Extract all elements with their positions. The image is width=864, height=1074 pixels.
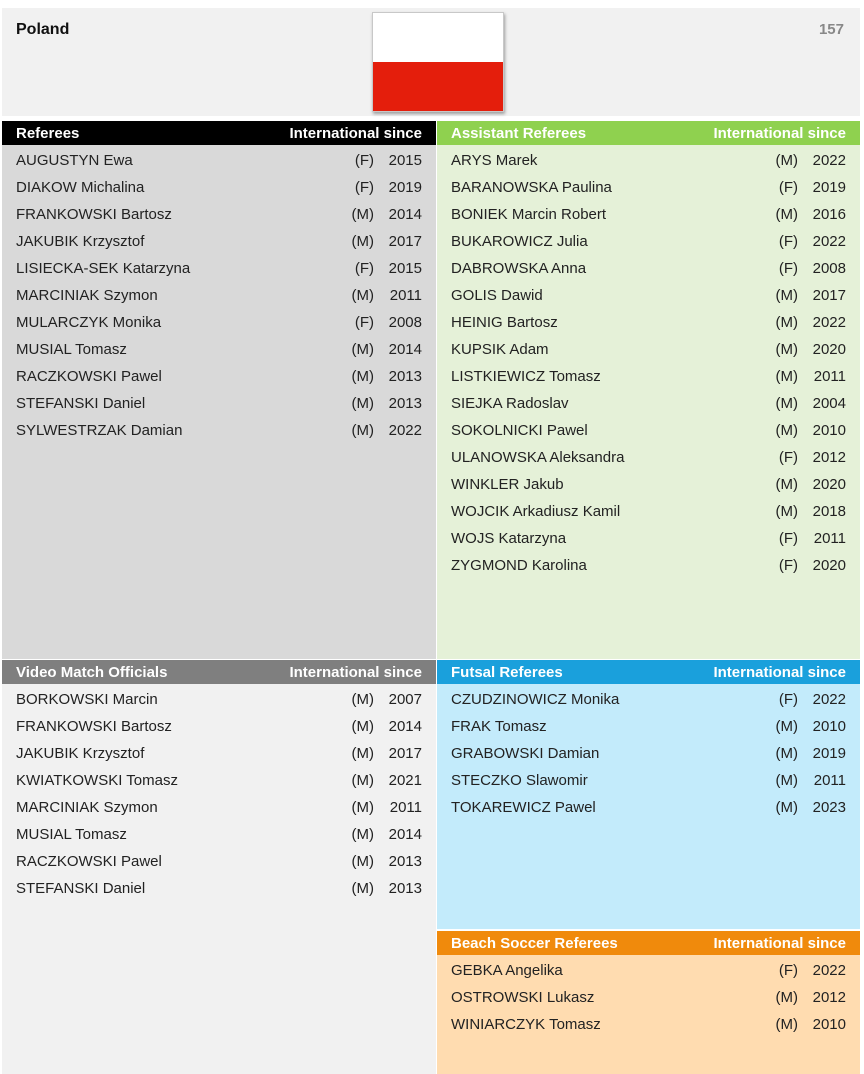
official-gender: (M) (775, 1016, 798, 1033)
panel-title: Video Match Officials (16, 663, 168, 681)
official-gender: (F) (778, 691, 798, 708)
international-since-year: 2004 (812, 395, 846, 412)
assistant-referees-panel (437, 121, 860, 659)
international-since-year: 2020 (812, 557, 846, 574)
international-since-year: 2011 (389, 287, 422, 304)
beach-soccer-referees-header (437, 931, 860, 955)
international-since-year: 2011 (813, 530, 846, 547)
official-name: BARANOWSKA Paulina (451, 179, 612, 196)
official-gender: (M) (775, 799, 798, 816)
official-gender: (M) (351, 395, 374, 412)
table-row (2, 336, 436, 363)
table-row (437, 147, 860, 174)
international-since-year: 2013 (388, 880, 422, 897)
official-name: SOKOLNICKI Pawel (451, 422, 588, 439)
international-since-year: 2018 (812, 503, 846, 520)
official-name: FRAK Tomasz (451, 718, 547, 735)
official-name: WOJCIK Arkadiusz Kamil (451, 503, 621, 520)
official-gender: (F) (778, 557, 798, 574)
international-since-year: 2012 (812, 989, 846, 1006)
video-match-officials-panel (2, 660, 436, 1074)
table-row (2, 309, 436, 336)
table-row (437, 390, 860, 417)
country-title: Poland (16, 21, 70, 38)
international-since-year: 2013 (388, 368, 422, 385)
official-name: FRANKOWSKI Bartosz (16, 718, 172, 735)
international-since-year: 2014 (388, 341, 422, 358)
table-row (437, 1011, 860, 1038)
international-since-year: 2014 (388, 826, 422, 843)
official-gender: (M) (351, 745, 374, 762)
table-row (2, 147, 436, 174)
international-since-year: 2010 (812, 1016, 846, 1033)
official-gender: (M) (351, 718, 374, 735)
official-gender: (F) (778, 449, 798, 466)
official-name: ULANOWSKA Aleksandra (451, 449, 625, 466)
official-name: BORKOWSKI Marcin (16, 691, 158, 708)
official-gender: (F) (778, 233, 798, 250)
table-row (2, 228, 436, 255)
official-name: STEFANSKI Daniel (16, 395, 146, 412)
official-name: LISTKIEWICZ Tomasz (451, 368, 601, 385)
official-name: KWIATKOWSKI Tomasz (16, 772, 178, 789)
international-since-year: 2022 (812, 314, 846, 331)
panel-title: Assistant Referees (451, 124, 587, 142)
table-row (2, 794, 436, 821)
official-gender: (F) (778, 179, 798, 196)
panel-title: Referees (16, 124, 80, 142)
international-since-year: 2017 (812, 287, 846, 304)
table-row (437, 309, 860, 336)
table-row (437, 713, 860, 740)
official-name: JAKUBIK Krzysztof (16, 233, 145, 250)
official-name: WINKLER Jakub (451, 476, 564, 493)
assistant-referees-header (437, 121, 860, 145)
page-header (2, 8, 860, 116)
international-since-year: 2022 (812, 233, 846, 250)
official-gender: (M) (775, 772, 798, 789)
futsal-referees-panel (437, 660, 860, 929)
international-since-year: 2013 (388, 395, 422, 412)
international-since-year: 2019 (812, 179, 846, 196)
official-name: MULARCZYK Monika (16, 314, 162, 331)
official-name: ZYGMOND Karolina (451, 557, 587, 574)
international-since-year: 2022 (812, 691, 846, 708)
official-gender: (F) (778, 260, 798, 277)
international-since-year: 2015 (388, 260, 422, 277)
official-name: JAKUBIK Krzysztof (16, 745, 145, 762)
official-gender: (M) (351, 233, 374, 250)
official-gender: (M) (775, 718, 798, 735)
international-since-year: 2007 (388, 691, 422, 708)
official-gender: (M) (775, 314, 798, 331)
international-since-year: 2023 (812, 799, 846, 816)
international-since-year: 2008 (388, 314, 422, 331)
international-since-year: 2019 (388, 179, 422, 196)
panel-title: Futsal Referees (451, 663, 563, 681)
official-name: BONIEK Marcin Robert (451, 206, 607, 223)
table-row (2, 255, 436, 282)
international-since-year: 2011 (813, 772, 846, 789)
official-name: STEFANSKI Daniel (16, 880, 146, 897)
official-name: OSTROWSKI Lukasz (451, 989, 595, 1006)
international-since-year: 2017 (388, 745, 422, 762)
official-gender: (M) (775, 422, 798, 439)
flag-red-stripe (373, 62, 503, 111)
panel-title: Beach Soccer Referees (451, 934, 618, 952)
official-name: HEINIG Bartosz (451, 314, 558, 331)
international-since-year: 2014 (388, 718, 422, 735)
official-name: WINIARCZYK Tomasz (451, 1016, 601, 1033)
official-gender: (M) (351, 826, 374, 843)
video-match-officials-list (2, 684, 436, 902)
table-row (437, 957, 860, 984)
international-since-year: 2015 (388, 152, 422, 169)
international-since-year: 2011 (389, 799, 422, 816)
column-header-international-since: International since (713, 663, 846, 681)
flag-white-stripe (373, 13, 503, 62)
official-name: RACZKOWSKI Pawel (16, 853, 162, 870)
table-row (437, 228, 860, 255)
official-name: MUSIAL Tomasz (16, 826, 127, 843)
table-row (437, 498, 860, 525)
international-since-year: 2020 (812, 341, 846, 358)
international-since-year: 2020 (812, 476, 846, 493)
beach-soccer-referees-list (437, 955, 860, 1038)
table-row (437, 740, 860, 767)
international-since-year: 2021 (388, 772, 422, 789)
official-name: GRABOWSKI Damian (451, 745, 600, 762)
table-row (437, 686, 860, 713)
official-gender: (F) (354, 314, 374, 331)
column-header-international-since: International since (289, 124, 422, 142)
table-row (2, 201, 436, 228)
beach-soccer-referees-panel (437, 931, 860, 1074)
table-row (437, 471, 860, 498)
official-name: STECZKO Slawomir (451, 772, 588, 789)
official-name: DABROWSKA Anna (451, 260, 587, 277)
referees-header (2, 121, 436, 145)
official-name: TOKAREWICZ Pawel (451, 799, 596, 816)
table-row (2, 417, 436, 444)
official-name: WOJS Katarzyna (451, 530, 567, 547)
official-name: MARCINIAK Szymon (16, 287, 158, 304)
table-row (437, 552, 860, 579)
international-since-year: 2008 (812, 260, 846, 277)
table-row (2, 740, 436, 767)
international-since-year: 2022 (812, 962, 846, 979)
futsal-referees-header (437, 660, 860, 684)
official-name: SIEJKA Radoslav (451, 395, 569, 412)
table-row (2, 767, 436, 794)
column-header-international-since: International since (713, 934, 846, 952)
table-row (437, 336, 860, 363)
official-name: KUPSIK Adam (451, 341, 549, 358)
official-gender: (M) (351, 206, 374, 223)
international-since-year: 2022 (812, 152, 846, 169)
official-gender: (F) (354, 152, 374, 169)
video-match-officials-header (2, 660, 436, 684)
official-gender: (M) (351, 772, 374, 789)
table-row (2, 848, 436, 875)
official-name: FRANKOWSKI Bartosz (16, 206, 172, 223)
official-gender: (M) (775, 745, 798, 762)
official-gender: (M) (775, 503, 798, 520)
official-gender: (M) (775, 476, 798, 493)
table-row (437, 984, 860, 1011)
official-gender: (M) (775, 287, 798, 304)
table-row (437, 174, 860, 201)
official-name: MUSIAL Tomasz (16, 341, 127, 358)
international-since-year: 2022 (388, 422, 422, 439)
international-since-year: 2013 (388, 853, 422, 870)
futsal-referees-list (437, 684, 860, 821)
official-name: AUGUSTYN Ewa (16, 152, 133, 169)
official-gender: (M) (775, 341, 798, 358)
table-row (2, 686, 436, 713)
poland-flag-image (372, 12, 504, 112)
official-gender: (F) (354, 179, 374, 196)
referees-panel (2, 121, 436, 659)
official-name: CZUDZINOWICZ Monika (451, 691, 620, 708)
official-gender: (M) (351, 341, 374, 358)
referees-list (2, 145, 436, 444)
international-since-year: 2019 (812, 745, 846, 762)
international-since-year: 2014 (388, 206, 422, 223)
official-name: DIAKOW Michalina (16, 179, 145, 196)
official-name: BUKAROWICZ Julia (451, 233, 588, 250)
official-name: MARCINIAK Szymon (16, 799, 158, 816)
page-number: 157 (818, 21, 844, 38)
international-since-year: 2017 (388, 233, 422, 250)
official-name: SYLWESTRZAK Damian (16, 422, 183, 439)
official-gender: (M) (351, 287, 374, 304)
international-since-year: 2011 (813, 368, 846, 385)
international-since-year: 2010 (812, 422, 846, 439)
official-name: GEBKA Angelika (451, 962, 563, 979)
official-gender: (M) (351, 368, 374, 385)
table-row (2, 390, 436, 417)
column-header-international-since: International since (289, 663, 422, 681)
table-row (437, 282, 860, 309)
official-gender: (M) (775, 368, 798, 385)
official-gender: (M) (775, 152, 798, 169)
table-row (2, 821, 436, 848)
official-name: ARYS Marek (451, 152, 538, 169)
official-gender: (M) (775, 989, 798, 1006)
table-row (437, 444, 860, 471)
table-row (2, 713, 436, 740)
assistant-referees-list (437, 145, 860, 579)
official-gender: (M) (351, 422, 374, 439)
table-row (437, 417, 860, 444)
official-name: RACZKOWSKI Pawel (16, 368, 162, 385)
table-row (437, 794, 860, 821)
table-row (437, 201, 860, 228)
official-gender: (F) (354, 260, 374, 277)
table-row (2, 875, 436, 902)
official-gender: (M) (775, 395, 798, 412)
international-since-year: 2016 (812, 206, 846, 223)
official-gender: (M) (351, 691, 374, 708)
table-row (437, 525, 860, 552)
table-row (2, 282, 436, 309)
official-name: LISIECKA-SEK Katarzyna (16, 260, 191, 277)
official-gender: (M) (351, 799, 374, 816)
official-gender: (M) (775, 206, 798, 223)
international-since-year: 2010 (812, 718, 846, 735)
official-name: GOLIS Dawid (451, 287, 543, 304)
international-since-year: 2012 (812, 449, 846, 466)
table-row (2, 174, 436, 201)
table-row (437, 363, 860, 390)
table-row (437, 767, 860, 794)
official-gender: (M) (351, 853, 374, 870)
table-row (437, 255, 860, 282)
table-row (2, 363, 436, 390)
official-gender: (F) (778, 962, 798, 979)
official-gender: (F) (778, 530, 798, 547)
column-header-international-since: International since (713, 124, 846, 142)
official-gender: (M) (351, 880, 374, 897)
